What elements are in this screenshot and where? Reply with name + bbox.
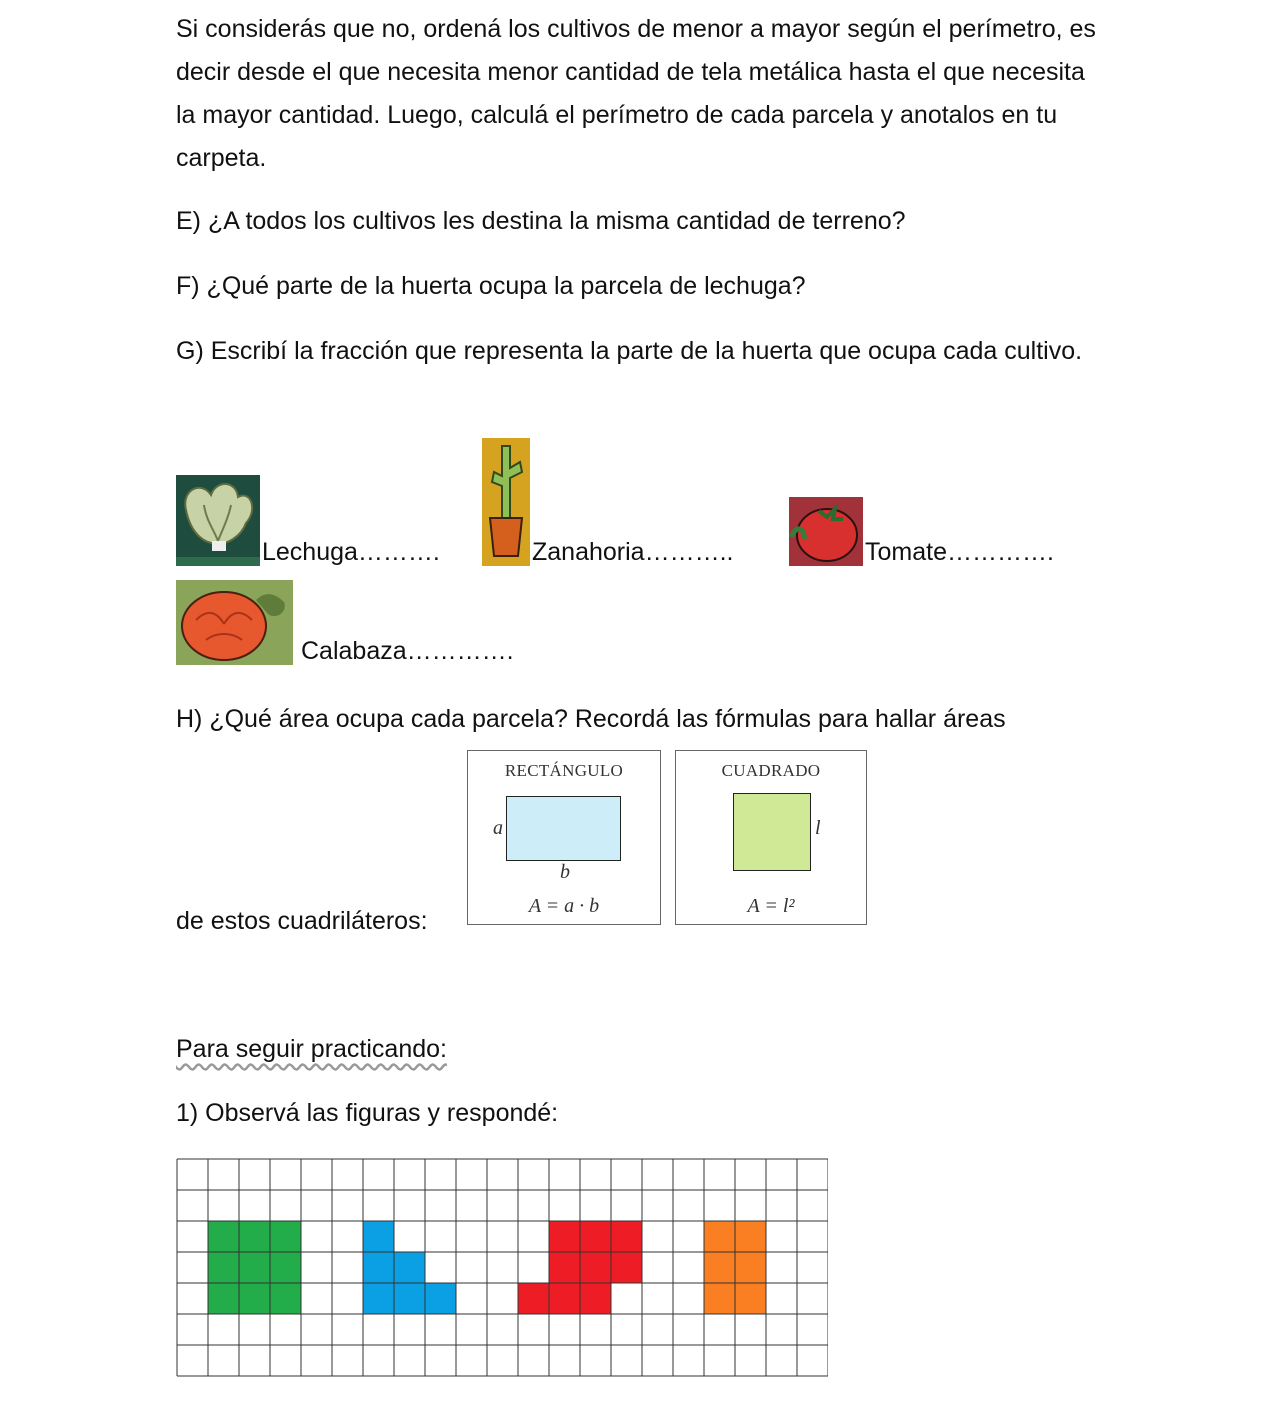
red-shape-cell (611, 1252, 642, 1283)
green-shape-cell (208, 1221, 239, 1252)
green-shape-cell (239, 1252, 270, 1283)
exercise-1: 1) Observá las figuras y respondé: (176, 1099, 559, 1127)
question-f: F) ¿Qué parte de la huerta ocupa la parcela de lechuga? (176, 272, 806, 300)
square-formula: A = l² (747, 895, 795, 917)
square-side-l: l (815, 817, 821, 839)
green-shape-cell (208, 1283, 239, 1314)
paragraph-order-crops: Si considerás que no, ordená los cultivos de menor a mayor según el perímetro, es decir desde el que necesita menor cantidad de tela metálica hasta el que necesita la mayor cantidad. Luego, calculá el perímetro de cada parcela y anotalos en tu carpeta. (176, 15, 1096, 172)
blue-shape-cell (394, 1283, 425, 1314)
rectangle-side-b: b (560, 861, 570, 883)
blue-shape-cell (363, 1283, 394, 1314)
crop-pumpkin (176, 580, 514, 665)
red-shape-cell (580, 1283, 611, 1314)
orange-shape-cell (735, 1252, 766, 1283)
rectangle-formula: A = a · b (528, 895, 600, 917)
crop-lettuce (176, 475, 440, 566)
tomato-icon (789, 497, 863, 566)
red-shape-cell (549, 1252, 580, 1283)
crop-label-tomato: Tomate…………. (865, 538, 1054, 566)
question-e: E) ¿A todos los cultivos les destina la misma cantidad de terreno? (176, 207, 906, 235)
orange-shape-cell (735, 1221, 766, 1252)
blue-shape-cell (394, 1252, 425, 1283)
crop-carrot (482, 438, 733, 566)
question-h-end: de estos cuadriláteros: (176, 907, 428, 935)
question-h: H) ¿Qué área ocupa cada parcela? Recordá las fórmulas para hallar áreas (176, 705, 1006, 733)
square-formula-box (675, 750, 867, 925)
question-g: G) Escribí la fracción que representa la parte de la huerta que ocupa cada cultivo. (176, 337, 1083, 365)
carrot-icon (482, 438, 530, 566)
lettuce-icon (176, 475, 260, 566)
orange-shape-cell (735, 1283, 766, 1314)
blue-shape-cell (363, 1252, 394, 1283)
rectangle-side-a: a (493, 817, 503, 839)
square-title: CUADRADO (721, 761, 821, 780)
red-shape-cell (518, 1283, 549, 1314)
orange-shape-cell (704, 1221, 735, 1252)
green-shape-cell (270, 1252, 301, 1283)
green-shape-cell (270, 1221, 301, 1252)
red-shape-cell (580, 1221, 611, 1252)
crop-label-lettuce: Lechuga………. (262, 538, 440, 566)
blue-shape-cell (363, 1221, 394, 1252)
rectangle-shape (506, 796, 621, 861)
practice-heading: Para seguir practicando: (176, 1035, 447, 1063)
red-shape-cell (611, 1221, 642, 1252)
red-shape-cell (549, 1283, 580, 1314)
crop-tomato (789, 497, 1054, 566)
red-shape-cell (549, 1221, 580, 1252)
green-shape-cell (239, 1283, 270, 1314)
blue-shape-cell (425, 1283, 456, 1314)
green-shape-cell (270, 1283, 301, 1314)
crop-label-carrot: Zanahoria……….. (532, 538, 734, 566)
pumpkin-icon (176, 580, 293, 665)
green-shape-cell (208, 1252, 239, 1283)
green-shape-cell (239, 1221, 270, 1252)
red-shape-cell (580, 1252, 611, 1283)
rectangle-title: RECTÁNGULO (504, 761, 624, 780)
figures-grid (176, 1158, 828, 1380)
orange-shape-cell (704, 1283, 735, 1314)
rectangle-formula-box (467, 750, 661, 925)
crop-label-pumpkin: Calabaza…………. (301, 637, 514, 665)
orange-shape-cell (704, 1252, 735, 1283)
square-shape (733, 793, 811, 871)
